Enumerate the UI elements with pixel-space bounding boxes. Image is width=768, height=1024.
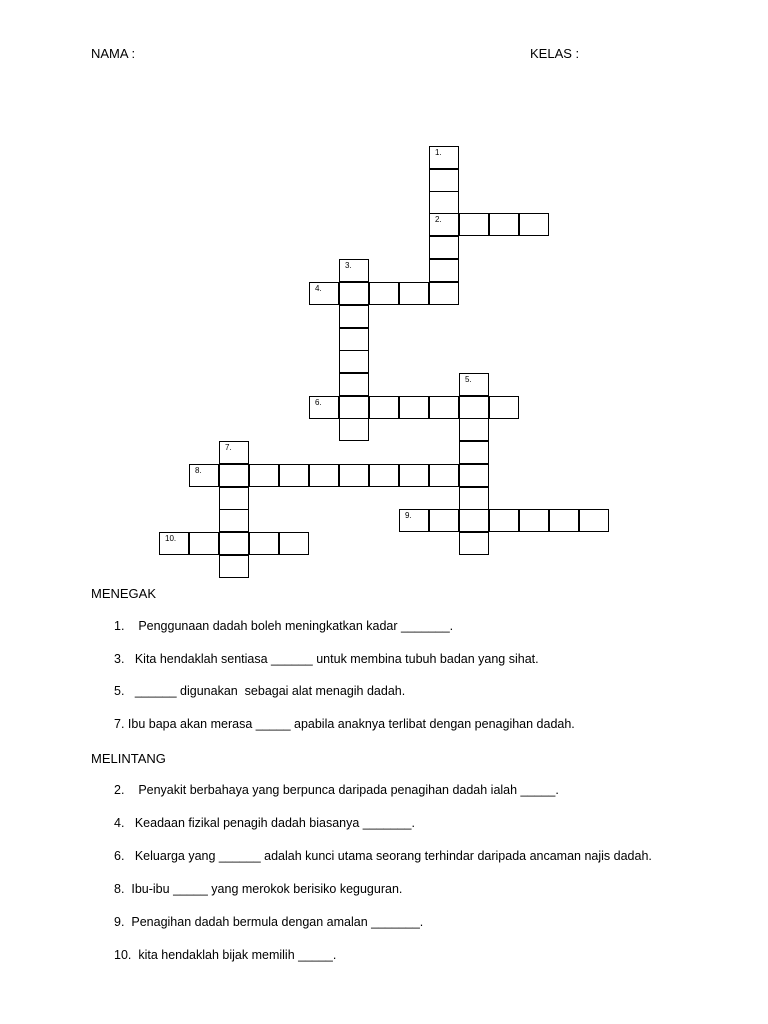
crossword-cell[interactable]: [429, 146, 459, 169]
clue-number: 3.: [345, 261, 352, 270]
crossword-cell[interactable]: [459, 532, 489, 555]
crossword-cell[interactable]: [429, 259, 459, 282]
crossword-cell[interactable]: [489, 396, 519, 419]
crossword-cell[interactable]: [459, 213, 489, 236]
crossword-cell[interactable]: [219, 487, 249, 510]
crossword-cell[interactable]: [459, 418, 489, 441]
melintang-heading: MELINTANG: [91, 751, 166, 766]
crossword-cell[interactable]: [339, 282, 369, 305]
clue-number: 9.: [405, 511, 412, 520]
menegak-clue: 1. Penggunaan dadah boleh meningkatkan kadar _______.: [114, 619, 454, 633]
crossword-cell[interactable]: [219, 509, 249, 532]
crossword-cell[interactable]: [219, 532, 249, 555]
crossword-cell[interactable]: [489, 509, 519, 532]
crossword-cell[interactable]: [429, 464, 459, 487]
crossword-cell[interactable]: [369, 464, 399, 487]
menegak-clue: 5. ______ digunakan sebagai alat menagih dadah.: [114, 684, 406, 698]
crossword-cell[interactable]: [309, 396, 339, 419]
crossword-cell[interactable]: [339, 373, 369, 396]
crossword-cell[interactable]: [369, 282, 399, 305]
crossword-cell[interactable]: [459, 441, 489, 464]
melintang-clue: 8. Ibu-ibu _____ yang merokok berisiko keguguran.: [114, 882, 403, 896]
crossword-cell[interactable]: [309, 464, 339, 487]
crossword-cell[interactable]: [549, 509, 579, 532]
crossword-cell[interactable]: [459, 396, 489, 419]
crossword-cell[interactable]: [219, 441, 249, 464]
crossword-cell[interactable]: [159, 532, 189, 555]
crossword-cell[interactable]: [459, 487, 489, 510]
clue-number: 6.: [315, 398, 322, 407]
crossword-cell[interactable]: [429, 282, 459, 305]
crossword-cell[interactable]: [339, 418, 369, 441]
crossword-cell[interactable]: [369, 396, 399, 419]
crossword-cell[interactable]: [429, 169, 459, 192]
crossword-cell[interactable]: [339, 305, 369, 328]
crossword-cell[interactable]: [279, 532, 309, 555]
crossword-cell[interactable]: [489, 213, 519, 236]
crossword-cell[interactable]: [279, 464, 309, 487]
clue-number: 7.: [225, 443, 232, 452]
melintang-clue: 10. kita hendaklah bijak memilih _____.: [114, 948, 337, 962]
crossword-cell[interactable]: [219, 555, 249, 578]
kelas-label: KELAS :: [530, 46, 580, 61]
crossword-cell[interactable]: [249, 464, 279, 487]
crossword-cell[interactable]: [429, 509, 459, 532]
crossword-cell[interactable]: [429, 191, 459, 214]
menegak-heading: MENEGAK: [91, 586, 157, 601]
clue-number: 10.: [165, 534, 177, 543]
menegak-clue: 7. Ibu bapa akan merasa _____ apabila anaknya terlibat dengan penagihan dadah.: [114, 717, 575, 731]
clue-number: 1.: [435, 148, 442, 157]
crossword-cell[interactable]: [339, 259, 369, 282]
melintang-clue: 6. Keluarga yang ______ adalah kunci utama seorang terhindar daripada ancaman najis dadah.: [114, 849, 652, 863]
crossword-cell[interactable]: [189, 532, 219, 555]
clue-number: 4.: [315, 284, 322, 293]
nama-label: NAMA :: [91, 46, 136, 61]
crossword-cell[interactable]: [519, 213, 549, 236]
melintang-clue: 2. Penyakit berbahaya yang berpunca daripada penagihan dadah ialah _____.: [114, 783, 559, 797]
clue-number: 2.: [435, 215, 442, 224]
crossword-cell[interactable]: [459, 373, 489, 396]
crossword-cell[interactable]: [339, 464, 369, 487]
clue-number: 5.: [465, 375, 472, 384]
crossword-cell[interactable]: [399, 396, 429, 419]
crossword-cell[interactable]: [339, 396, 369, 419]
melintang-clue: 4. Keadaan fizikal penagih dadah biasanya _______.: [114, 816, 415, 830]
crossword-cell[interactable]: [339, 350, 369, 373]
crossword-cell[interactable]: [459, 464, 489, 487]
menegak-clue: 3. Kita hendaklah sentiasa ______ untuk membina tubuh badan yang sihat.: [114, 652, 539, 666]
crossword-cell[interactable]: [429, 396, 459, 419]
crossword-cell[interactable]: [519, 509, 549, 532]
crossword-cell[interactable]: [429, 236, 459, 259]
crossword-cell[interactable]: [249, 532, 279, 555]
crossword-cell[interactable]: [579, 509, 609, 532]
crossword-cell[interactable]: [219, 464, 249, 487]
crossword-cell[interactable]: [309, 282, 339, 305]
crossword-cell[interactable]: [189, 464, 219, 487]
crossword-cell[interactable]: [399, 282, 429, 305]
crossword-cell[interactable]: [399, 464, 429, 487]
crossword-cell[interactable]: [399, 509, 429, 532]
melintang-clue: 9. Penagihan dadah bermula dengan amalan _______.: [114, 915, 424, 929]
clue-number: 8.: [195, 466, 202, 475]
crossword-cell[interactable]: [459, 509, 489, 532]
crossword-cell[interactable]: [339, 328, 369, 351]
crossword-cell[interactable]: [429, 213, 459, 236]
